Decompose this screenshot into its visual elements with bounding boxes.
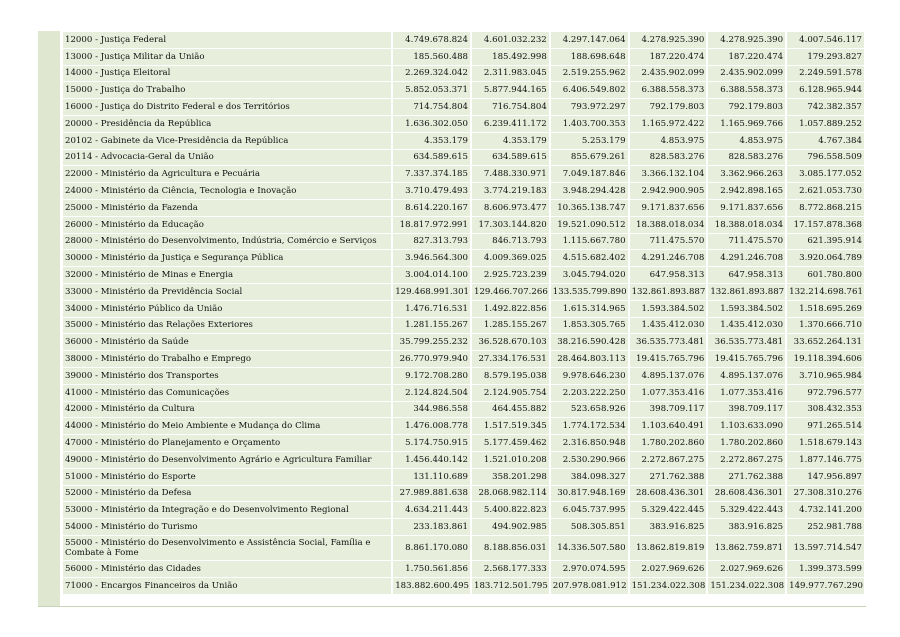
value-cell: 26.770.979.940 (393, 351, 470, 367)
value-cell: 3.366.132.104 (630, 166, 707, 182)
table-row (63, 469, 864, 485)
table-row (63, 267, 864, 283)
value-cell: 4.278.925.390 (630, 32, 707, 48)
value-cell: 1.521.010.208 (472, 452, 549, 468)
value-cell: 621.395.914 (787, 234, 864, 250)
value-cell: 2.203.222.250 (551, 385, 628, 401)
row-label: 16000 - Justiça do Distrito Federal e dos Territórios (63, 99, 391, 115)
row-label: 12000 - Justiça Federal (63, 32, 391, 48)
value-cell: 9.978.646.230 (551, 368, 628, 384)
value-cell: 1.057.889.252 (787, 116, 864, 132)
value-cell: 6.045.737.995 (551, 502, 628, 518)
row-label: 51000 - Ministério do Esporte (63, 469, 391, 485)
value-cell: 1.593.384.502 (708, 301, 785, 317)
value-cell: 308.432.353 (787, 402, 864, 418)
value-cell: 634.589.615 (472, 150, 549, 166)
value-cell: 383.916.825 (708, 519, 785, 535)
table-row (63, 99, 864, 115)
table-row (63, 318, 864, 334)
row-label: 34000 - Ministério Público da União (63, 301, 391, 317)
table-row (63, 82, 864, 98)
value-cell: 5.253.179 (551, 133, 628, 149)
table-row (63, 519, 864, 535)
value-cell: 151.234.022.308 (708, 578, 785, 594)
value-cell: 2.272.867.275 (708, 452, 785, 468)
value-cell: 4.853.975 (630, 133, 707, 149)
table-row (63, 116, 864, 132)
value-cell: 2.925.723.239 (472, 267, 549, 283)
value-cell: 398.709.117 (630, 402, 707, 418)
value-cell: 30.817.948.169 (551, 486, 628, 502)
value-cell: 1.476.716.531 (393, 301, 470, 317)
value-cell: 358.201.298 (472, 469, 549, 485)
value-cell: 1.877.146.775 (787, 452, 864, 468)
value-cell: 523.658.926 (551, 402, 628, 418)
value-cell: 4.297.147.064 (551, 32, 628, 48)
value-cell: 3.710.965.984 (787, 368, 864, 384)
value-cell: 494.902.985 (472, 519, 549, 535)
table-row (63, 250, 864, 266)
value-cell: 383.916.825 (630, 519, 707, 535)
value-cell: 27.334.176.531 (472, 351, 549, 367)
value-cell: 1.077.353.416 (708, 385, 785, 401)
value-cell: 1.636.302.050 (393, 116, 470, 132)
value-cell: 1.103.640.491 (630, 418, 707, 434)
value-cell: 13.597.714.547 (787, 536, 864, 560)
row-label: 56000 - Ministério das Cidades (63, 561, 391, 577)
table-row (63, 150, 864, 166)
value-cell: 3.710.479.493 (393, 183, 470, 199)
value-cell: 6.388.558.373 (708, 82, 785, 98)
value-cell: 828.583.276 (630, 150, 707, 166)
value-cell: 4.895.137.076 (630, 368, 707, 384)
table-row (63, 502, 864, 518)
value-cell: 35.799.255.232 (393, 334, 470, 350)
value-cell: 2.942.900.905 (630, 183, 707, 199)
value-cell: 27.308.310.276 (787, 486, 864, 502)
row-label: 39000 - Ministério dos Transportes (63, 368, 391, 384)
value-cell: 4.291.246.708 (708, 250, 785, 266)
value-cell: 3.948.294.428 (551, 183, 628, 199)
value-cell: 4.353.179 (472, 133, 549, 149)
value-cell: 846.713.793 (472, 234, 549, 250)
value-cell: 792.179.803 (708, 99, 785, 115)
row-label: 42000 - Ministério da Cultura (63, 402, 391, 418)
value-cell: 133.535.799.890 (551, 284, 628, 300)
value-cell: 2.316.850.948 (551, 435, 628, 451)
value-cell: 3.004.014.100 (393, 267, 470, 283)
row-label: 71000 - Encargos Financeiros da União (63, 578, 391, 594)
budget-table (61, 31, 866, 595)
table-bottom-line (38, 606, 866, 607)
value-cell: 344.986.558 (393, 402, 470, 418)
row-label: 49000 - Ministério do Desenvolvimento Agrário e Agricultura Familiar (63, 452, 391, 468)
value-cell: 2.124.905.754 (472, 385, 549, 401)
row-label: 35000 - Ministério das Relações Exteriores (63, 318, 391, 334)
value-cell: 19.415.765.796 (630, 351, 707, 367)
value-cell: 7.337.374.185 (393, 166, 470, 182)
value-cell: 36.535.773.481 (708, 334, 785, 350)
value-cell: 27.989.881.638 (393, 486, 470, 502)
row-label: 38000 - Ministério do Trabalho e Emprego (63, 351, 391, 367)
value-cell: 4.634.211.443 (393, 502, 470, 518)
value-cell: 2.124.824.504 (393, 385, 470, 401)
value-cell: 3.045.794.020 (551, 267, 628, 283)
value-cell: 28.464.803.113 (551, 351, 628, 367)
value-cell: 1.077.353.416 (630, 385, 707, 401)
value-cell: 1.476.008.778 (393, 418, 470, 434)
table-row (63, 284, 864, 300)
value-cell: 3.946.564.300 (393, 250, 470, 266)
value-cell: 711.475.570 (708, 234, 785, 250)
row-label: 54000 - Ministério do Turismo (63, 519, 391, 535)
value-cell: 185.560.488 (393, 49, 470, 65)
value-cell: 10.365.138.747 (551, 200, 628, 216)
value-cell: 7.488.330.971 (472, 166, 549, 182)
value-cell: 9.172.708.280 (393, 368, 470, 384)
value-cell: 17.303.144.820 (472, 217, 549, 233)
row-label: 33000 - Ministério da Previdência Social (63, 284, 391, 300)
value-cell: 1.456.440.142 (393, 452, 470, 468)
value-cell: 714.754.804 (393, 99, 470, 115)
value-cell: 8.614.220.167 (393, 200, 470, 216)
table-row (63, 234, 864, 250)
table-row (63, 166, 864, 182)
value-cell: 5.329.422.443 (708, 502, 785, 518)
value-cell: 1.399.373.599 (787, 561, 864, 577)
value-cell: 36.528.670.103 (472, 334, 549, 350)
row-label: 20114 - Advocacia-Geral da União (63, 150, 391, 166)
value-cell: 187.220.474 (708, 49, 785, 65)
value-cell: 271.762.388 (630, 469, 707, 485)
row-label: 14000 - Justiça Eleitoral (63, 66, 391, 82)
row-label: 13000 - Justiça Militar da União (63, 49, 391, 65)
row-label: 55000 - Ministério do Desenvolvimento e Assistência Social, Família e Combate à Fome (63, 536, 391, 560)
value-cell: 252.981.788 (787, 519, 864, 535)
value-cell: 4.895.137.076 (708, 368, 785, 384)
row-label: 47000 - Ministério do Planejamento e Orçamento (63, 435, 391, 451)
value-cell: 1.517.519.345 (472, 418, 549, 434)
row-label: 15000 - Justiça do Trabalho (63, 82, 391, 98)
value-cell: 1.593.384.502 (630, 301, 707, 317)
table-row (63, 351, 864, 367)
value-cell: 1.370.666.710 (787, 318, 864, 334)
value-cell: 1.780.202.860 (708, 435, 785, 451)
value-cell: 28.608.436.301 (630, 486, 707, 502)
value-cell: 3.362.966.263 (708, 166, 785, 182)
value-cell: 792.179.803 (630, 99, 707, 115)
table-row (63, 385, 864, 401)
value-cell: 9.171.837.656 (708, 200, 785, 216)
value-cell: 2.530.290.966 (551, 452, 628, 468)
value-cell: 711.475.570 (630, 234, 707, 250)
value-cell: 14.336.507.580 (551, 536, 628, 560)
value-cell: 2.435.902.099 (630, 66, 707, 82)
value-cell: 8.188.856.031 (472, 536, 549, 560)
value-cell: 6.128.965.944 (787, 82, 864, 98)
value-cell: 742.382.357 (787, 99, 864, 115)
value-cell: 8.606.973.477 (472, 200, 549, 216)
value-cell: 131.110.689 (393, 469, 470, 485)
value-cell: 33.652.264.131 (787, 334, 864, 350)
value-cell: 1.403.700.353 (551, 116, 628, 132)
value-cell: 793.972.297 (551, 99, 628, 115)
value-cell: 4.767.384 (787, 133, 864, 149)
value-cell: 601.780.800 (787, 267, 864, 283)
budget-table-body (63, 32, 864, 594)
value-cell: 19.521.090.512 (551, 217, 628, 233)
row-label: 26000 - Ministério da Educação (63, 217, 391, 233)
value-cell: 7.049.187.846 (551, 166, 628, 182)
value-cell: 13.862.819.819 (630, 536, 707, 560)
value-cell: 4.732.141.200 (787, 502, 864, 518)
value-cell: 132.861.893.887 (630, 284, 707, 300)
value-cell: 1.780.202.860 (630, 435, 707, 451)
value-cell: 207.978.081.912 (551, 578, 628, 594)
table-row (63, 301, 864, 317)
value-cell: 1.435.412.030 (708, 318, 785, 334)
value-cell: 1.750.561.856 (393, 561, 470, 577)
value-cell: 179.293.827 (787, 49, 864, 65)
table-row (63, 133, 864, 149)
value-cell: 647.958.313 (708, 267, 785, 283)
value-cell: 5.852.053.371 (393, 82, 470, 98)
value-cell: 4.353.179 (393, 133, 470, 149)
value-cell: 2.272.867.275 (630, 452, 707, 468)
table-row (63, 183, 864, 199)
value-cell: 129.468.991.301 (393, 284, 470, 300)
value-cell: 1.774.172.534 (551, 418, 628, 434)
value-cell: 13.862.759.871 (708, 536, 785, 560)
value-cell: 796.558.509 (787, 150, 864, 166)
row-label: 20102 - Gabinete da Vice-Presidência da República (63, 133, 391, 149)
table-row (63, 418, 864, 434)
value-cell: 233.183.861 (393, 519, 470, 535)
value-cell: 17.157.878.368 (787, 217, 864, 233)
row-label: 52000 - Ministério da Defesa (63, 486, 391, 502)
value-cell: 5.177.459.462 (472, 435, 549, 451)
value-cell: 398.709.117 (708, 402, 785, 418)
value-cell: 4.291.246.708 (630, 250, 707, 266)
value-cell: 508.305.851 (551, 519, 628, 535)
value-cell: 3.774.219.183 (472, 183, 549, 199)
value-cell: 1.103.633.090 (708, 418, 785, 434)
value-cell: 5.877.944.165 (472, 82, 549, 98)
value-cell: 132.861.893.887 (708, 284, 785, 300)
value-cell: 6.388.558.373 (630, 82, 707, 98)
value-cell: 634.589.615 (393, 150, 470, 166)
value-cell: 4.278.925.390 (708, 32, 785, 48)
value-cell: 828.583.276 (708, 150, 785, 166)
value-cell: 6.239.411.172 (472, 116, 549, 132)
value-cell: 2.269.324.042 (393, 66, 470, 82)
value-cell: 1.165.972.422 (630, 116, 707, 132)
value-cell: 1.165.969.766 (708, 116, 785, 132)
value-cell: 855.679.261 (551, 150, 628, 166)
row-label: 20000 - Presidência da República (63, 116, 391, 132)
value-cell: 4.601.032.232 (472, 32, 549, 48)
value-cell: 384.098.327 (551, 469, 628, 485)
value-cell: 716.754.804 (472, 99, 549, 115)
value-cell: 2.970.074.595 (551, 561, 628, 577)
value-cell: 19.415.765.796 (708, 351, 785, 367)
value-cell: 2.568.177.333 (472, 561, 549, 577)
value-cell: 2.311.983.045 (472, 66, 549, 82)
value-cell: 2.621.053.730 (787, 183, 864, 199)
value-cell: 1.492.822.856 (472, 301, 549, 317)
table-row (63, 402, 864, 418)
value-cell: 187.220.474 (630, 49, 707, 65)
table-row (63, 217, 864, 233)
value-cell: 647.958.313 (630, 267, 707, 283)
value-cell: 827.313.793 (393, 234, 470, 250)
value-cell: 28.068.982.114 (472, 486, 549, 502)
value-cell: 18.388.018.034 (708, 217, 785, 233)
value-cell: 1.115.667.780 (551, 234, 628, 250)
value-cell: 132.214.698.761 (787, 284, 864, 300)
value-cell: 1.281.155.267 (393, 318, 470, 334)
value-cell: 18.817.972.991 (393, 217, 470, 233)
value-cell: 5.174.750.915 (393, 435, 470, 451)
table-row (63, 561, 864, 577)
value-cell: 2.435.902.099 (708, 66, 785, 82)
row-label: 22000 - Ministério da Agricultura e Pecuária (63, 166, 391, 182)
value-cell: 1.853.305.765 (551, 318, 628, 334)
value-cell: 4.009.369.025 (472, 250, 549, 266)
value-cell: 188.698.648 (551, 49, 628, 65)
value-cell: 4.007.546.117 (787, 32, 864, 48)
value-cell: 147.956.897 (787, 469, 864, 485)
value-cell: 1.285.155.267 (472, 318, 549, 334)
table-row (63, 536, 864, 560)
table-row (63, 368, 864, 384)
value-cell: 1.518.695.269 (787, 301, 864, 317)
value-cell: 1.518.679.143 (787, 435, 864, 451)
value-cell: 183.712.501.795 (472, 578, 549, 594)
value-cell: 464.455.882 (472, 402, 549, 418)
value-cell: 183.882.600.495 (393, 578, 470, 594)
value-cell: 4.853.975 (708, 133, 785, 149)
table-row (63, 452, 864, 468)
value-cell: 18.388.018.034 (630, 217, 707, 233)
value-cell: 3.920.064.789 (787, 250, 864, 266)
value-cell: 185.492.998 (472, 49, 549, 65)
value-cell: 5.329.422.445 (630, 502, 707, 518)
table-row (63, 49, 864, 65)
value-cell: 36.535.773.481 (630, 334, 707, 350)
value-cell: 8.861.170.080 (393, 536, 470, 560)
value-cell: 972.796.577 (787, 385, 864, 401)
value-cell: 2.027.969.626 (630, 561, 707, 577)
value-cell: 38.216.590.428 (551, 334, 628, 350)
value-cell: 271.762.388 (708, 469, 785, 485)
value-cell: 129.466.707.266 (472, 284, 549, 300)
row-label: 36000 - Ministério da Saúde (63, 334, 391, 350)
table-row (63, 486, 864, 502)
row-label: 30000 - Ministério da Justiça e Segurança Pública (63, 250, 391, 266)
value-cell: 9.171.837.656 (630, 200, 707, 216)
value-cell: 151.234.022.308 (630, 578, 707, 594)
value-cell: 6.406.549.802 (551, 82, 628, 98)
row-label: 53000 - Ministério da Integração e do Desenvolvimento Regional (63, 502, 391, 518)
table-row (63, 200, 864, 216)
value-cell: 8.772.868.215 (787, 200, 864, 216)
table-row (63, 578, 864, 594)
value-cell: 4.515.682.402 (551, 250, 628, 266)
row-label: 41000 - Ministério das Comunicações (63, 385, 391, 401)
row-label: 32000 - Ministério de Minas e Energia (63, 267, 391, 283)
value-cell: 149.977.767.290 (787, 578, 864, 594)
table-row (63, 435, 864, 451)
row-label: 44000 - Ministério do Meio Ambiente e Mudança do Clima (63, 418, 391, 434)
value-cell: 4.749.678.824 (393, 32, 470, 48)
value-cell: 5.400.822.823 (472, 502, 549, 518)
value-cell: 971.265.514 (787, 418, 864, 434)
table-row (63, 334, 864, 350)
row-label: 24000 - Ministério da Ciência, Tecnologia e Inovação (63, 183, 391, 199)
value-cell: 3.085.177.052 (787, 166, 864, 182)
row-label: 28000 - Ministério do Desenvolvimento, Indústria, Comércio e Serviços (63, 234, 391, 250)
value-cell: 2.249.591.578 (787, 66, 864, 82)
value-cell: 19.118.394.606 (787, 351, 864, 367)
value-cell: 1.615.314.965 (551, 301, 628, 317)
left-margin-band (38, 31, 60, 606)
row-label: 25000 - Ministério da Fazenda (63, 200, 391, 216)
value-cell: 2.519.255.962 (551, 66, 628, 82)
table-row (63, 66, 864, 82)
value-cell: 2.942.898.165 (708, 183, 785, 199)
value-cell: 2.027.969.626 (708, 561, 785, 577)
value-cell: 28.608.436.301 (708, 486, 785, 502)
value-cell: 1.435.412.030 (630, 318, 707, 334)
value-cell: 8.579.195.038 (472, 368, 549, 384)
table-row (63, 32, 864, 48)
